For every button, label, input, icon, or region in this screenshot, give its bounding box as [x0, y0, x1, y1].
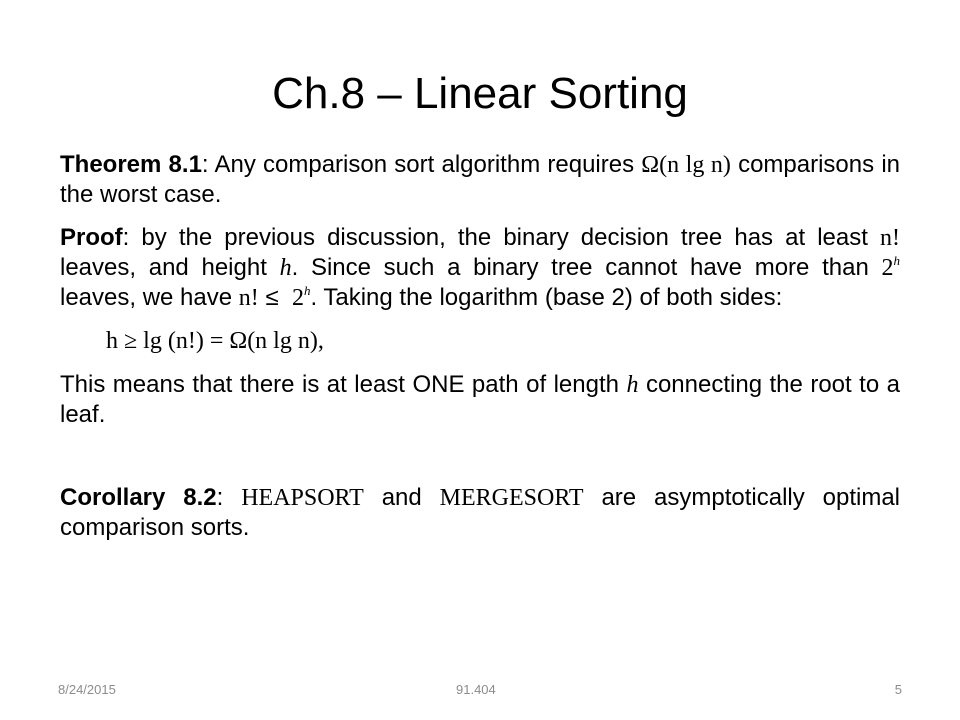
- theorem-text-a: : Any comparison sort algorithm requires: [201, 151, 635, 178]
- proof-power-b: 2$^h$: [291, 283, 311, 311]
- proof-text-2: leaves, and height: [60, 254, 267, 281]
- path-text-2: connecting the root to a leaf.: [60, 371, 901, 428]
- corollary-label: Corollary 8.2: [60, 484, 217, 511]
- path-paragraph: [60, 370, 900, 429]
- path-text-1: This means that there is at least ONE path of length: [60, 371, 619, 398]
- proof-h: h: [279, 255, 292, 281]
- inequality-line: h ≥ lg (n!) = Ω(n lg n),: [106, 328, 324, 354]
- slide-title: Ch.8 – Linear Sorting: [272, 69, 688, 118]
- proof-paragraph: Proof: by the previous discussion, the binary decision tree has at least n! leaves, and height h. Since such a binary tree cannot have more than 2$^h$ leaves, we have n! ≤ 2$^h$. Taking the logarithm (base 2) of both sides:: [60, 224, 901, 311]
- footer-page-number: 5: [894, 682, 902, 697]
- proof-text-1: : by the previous discussion, the binary decision tree has at least: [122, 224, 868, 251]
- proof-text-3: . Since such a binary tree cannot have more than: [291, 254, 869, 281]
- theorem-label: Theorem 8.1: [60, 151, 202, 178]
- proof-n-factorial: n!: [880, 225, 901, 251]
- corollary-and: and: [381, 484, 422, 511]
- proof-power-a: 2$^h$: [881, 253, 901, 281]
- theorem-math: Ω(n lg n): [641, 152, 731, 178]
- path-h: h: [626, 372, 639, 398]
- corollary-text-end: are asymptotically optimal comparison sorts.: [60, 484, 901, 541]
- heapsort-term: HEAPSORT: [241, 485, 364, 511]
- mergesort-term: MERGESORT: [439, 485, 584, 511]
- proof-text-5: Taking the logarithm (base 2) of both sides:: [323, 284, 783, 311]
- theorem-paragraph: [60, 150, 900, 209]
- slide-body: [60, 150, 900, 556]
- corollary-paragraph: [60, 483, 900, 542]
- theorem-text-b: comparisons in the worst case.: [60, 151, 900, 208]
- proof-leq: ≤: [265, 284, 279, 311]
- proof-text-4: leaves, we have: [60, 284, 233, 311]
- paragraph-gap: [60, 443, 900, 483]
- proof-label: Proof: [60, 224, 123, 251]
- footer-course: 91.404: [456, 682, 496, 697]
- proof-n-factorial-2: n!: [238, 285, 259, 311]
- footer-date: 8/24/2015: [58, 682, 116, 697]
- corollary-colon: :: [216, 484, 224, 511]
